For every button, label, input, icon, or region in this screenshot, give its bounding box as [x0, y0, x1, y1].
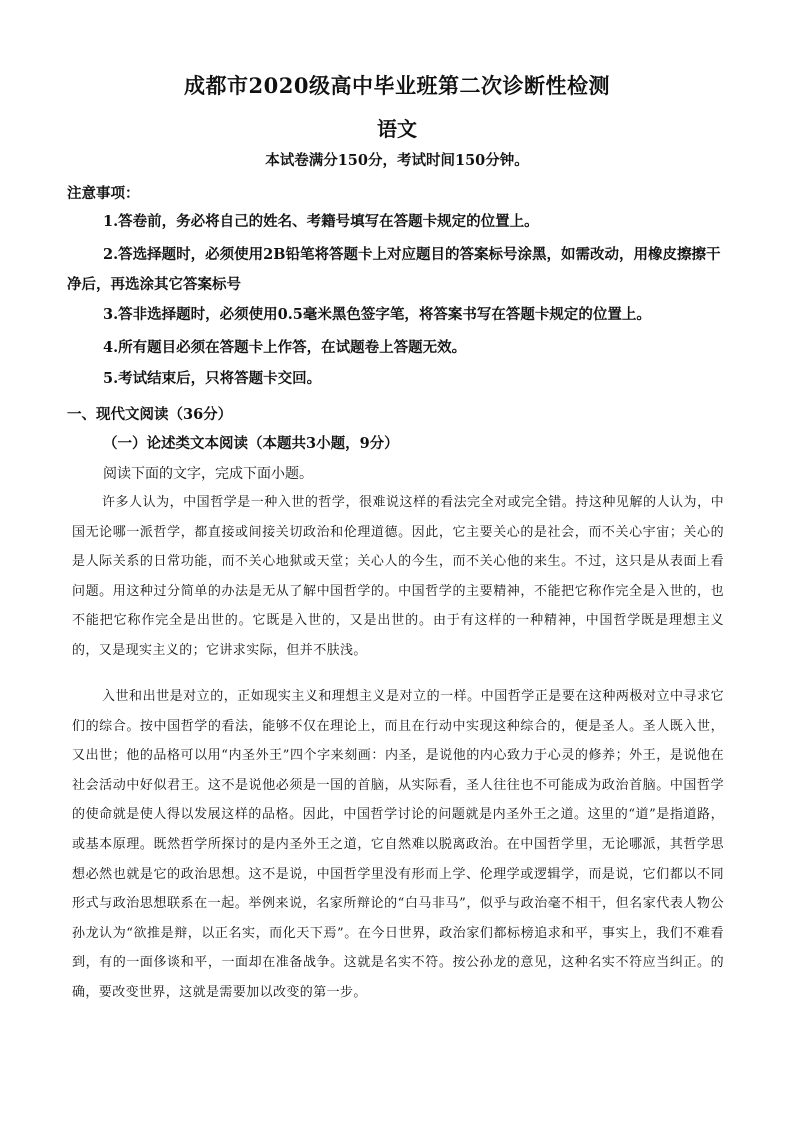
exam-info: 本试卷满分150分，考试时间150分钟。 — [265, 152, 529, 169]
note-item: 1.答卷前，务必将自己的姓名、考籍号填写在答题卡规定的位置上。 — [103, 213, 539, 230]
note-item: 5.考试结束后，只将答题卡交回。 — [103, 370, 322, 387]
subsection-title: （一）论述类文本阅读（本题共3小题，9分） — [103, 435, 399, 452]
note-item: 2.答选择题时，必须使用2B铅笔将答题卡上对应题目的答案标号涂黑，如需改动，用橡皮擦擦干净后，再选涂其它答案标号 — [67, 246, 721, 293]
note-item: 4.所有题目必须在答题卡上作答，在试题卷上答题无效。 — [103, 339, 467, 356]
passage-paragraph: 许多人认为，中国哲学是一种入世的哲学，很难说这样的看法完全对或完全错。持这种见解的人认为，中国无论哪一派哲学，都直接或间接关切政治和伦理道德。因此，它主要关心的是社会，而不关心宇宙；关心的是人际关系的日常功能，而不关心地狱或天堂；关心人的今生，而不关心他的来生。不过，这只是从表面上看问题。用这种过分简单的办法是无从了解中国哲学的。中国哲学的主要精神，不能把它称作完全是入世的，也不能把它称作完全是出世的。它既是入世的，又是出世的。由于有这样的一种精神，中国哲学既是理想主义的，又是现实主义的；它讲求实际，但并不肤浅。 — [72, 495, 724, 658]
reading-instruction: 阅读下面的文字，完成下面小题。 — [103, 466, 313, 482]
subject-title: 语文 — [377, 117, 417, 141]
note-item: 3.答非选择题时，必须使用0.5毫米黑色签字笔，将答案书写在答题卡规定的位置上。 — [103, 306, 651, 323]
passage-paragraph: 入世和出世是对立的，正如现实主义和理想主义是对立的一样。中国哲学正是要在这种两极对立中寻求它们的综合。按中国哲学的看法，能够不仅在理论上，而且在行动中实现这种综合的，便是圣人。圣人既入世，又出世；他的品格可以用“内圣外王”四个字来刻画：内圣，是说他的内心致力于心灵的修养；外王，是说他在社会活动中好似君王。这不是说他必须是一国的首脑，从实际看，圣人往往也不可能成为政治首脑。中国哲学的使命就是使人得以发展这样的品格。因此，中国哲学讨论的问题就是内圣外王之道。这里的“道”是指道路，或基本原理。既然哲学所探讨的是内圣外王之道，它自然难以脱离政治。在中国哲学里，无论哪派，其哲学思想必然也就是它的政治思想。这不是说，中国哲学里没有形而上学、伦理学或逻辑学，而是说，它们都以不同形式与政治思想联系在一起。举例来说，名家所辩论的“白马非马”，似乎与政治毫不相干，但名家代表人物公孙龙认为“欲推是辩，以正名实，而化天下焉”。在今日世界，政治家们都标榜追求和平，事实上，我们不难看到，有的一面侈谈和平，一面却在准备战争。这就是名实不符。按公孙龙的意见，这种名实不符应当纠正。的确，要改变世界，这就是需要加以改变的第一步。 — [72, 689, 724, 1000]
notes-heading: 注意事项： — [67, 185, 140, 202]
document-title: 成都市2020级高中毕业班第二次诊断性检测 — [184, 73, 610, 98]
section-title: 一、现代文阅读（36分） — [67, 406, 233, 423]
